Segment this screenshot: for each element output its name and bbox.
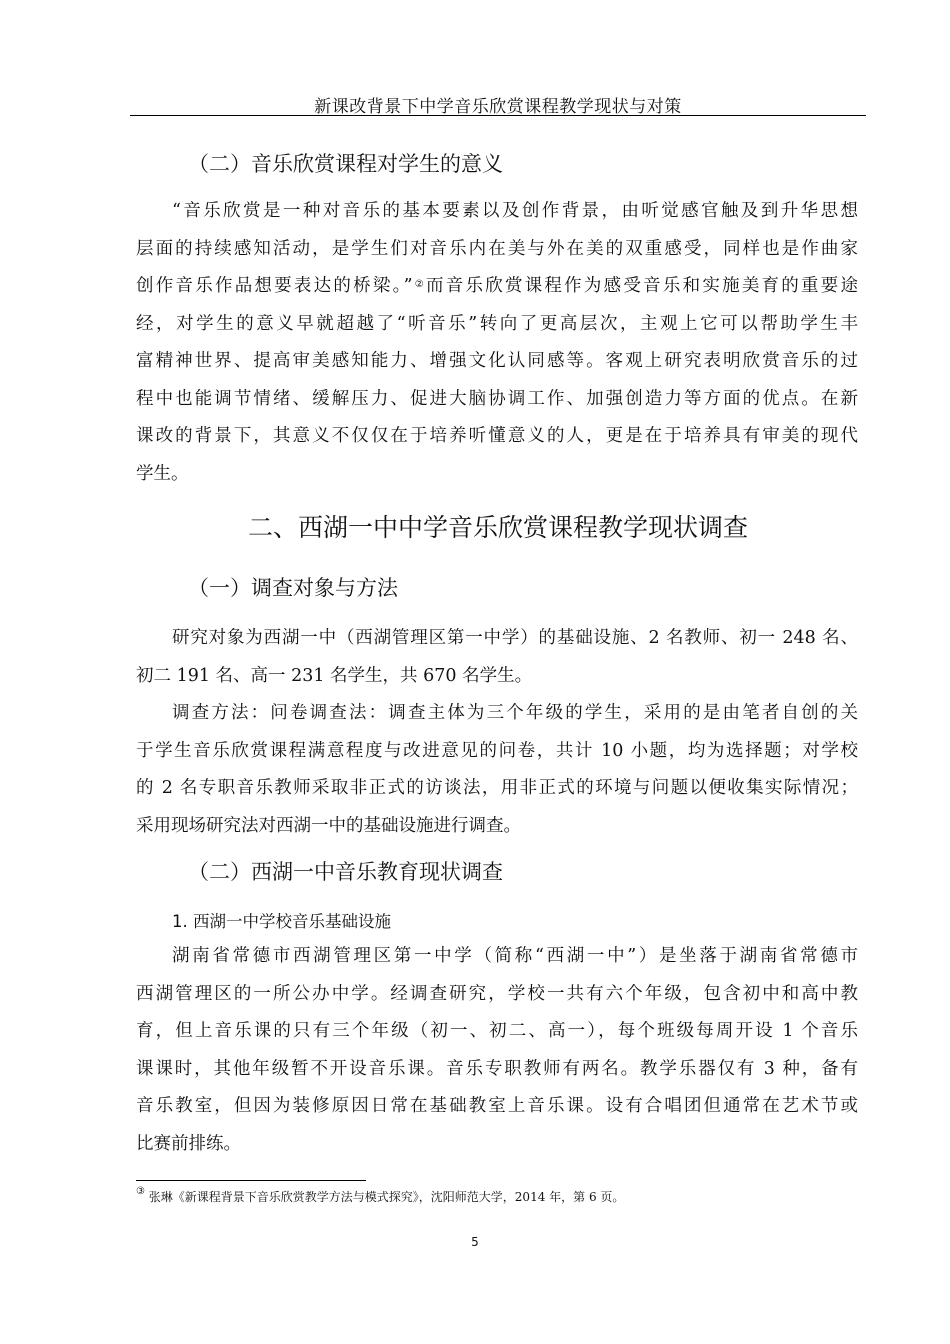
paragraph-facilities bbox=[136, 938, 858, 1163]
footnote-marker: ③ bbox=[136, 1186, 145, 1197]
text-line: 研究对象为西湖一中（西湖管理区第一中学）的基础设施、2 名教师、初一 248 名、 bbox=[172, 628, 858, 648]
text-line: 富精神世界、提高审美感知能力、增强文化认同感等。客观上研究表明欣赏音乐的过 bbox=[136, 351, 858, 371]
text-line: 课课时，其他年级暂不开设音乐课。音乐专职教师有两名。教学乐器仅有 3 种，备有 bbox=[136, 1058, 858, 1079]
header-rule bbox=[130, 115, 866, 116]
text-line: 层面的持续感知活动，是学生们对音乐内在美与外在美的双重感受，同样也是作曲家 bbox=[136, 238, 858, 259]
footnote-rule bbox=[136, 1180, 366, 1181]
running-header: 新课改背景下中学音乐欣赏课程教学现状与对策 bbox=[314, 97, 682, 117]
text-line-part: 创作音乐作品想要表达的桥梁。” bbox=[136, 276, 413, 296]
section-heading-survey-method: （一）调查对象与方法 bbox=[188, 576, 398, 600]
text-line: 程中也能调节情绪、缓解压力、促进大脑协调工作、加强创造力等方面的优点。在新 bbox=[136, 388, 858, 409]
text-line: 学生。 bbox=[136, 463, 189, 484]
text-line: 育，但上音乐课的只有三个年级（初一、初二、高一），每个班级每周开设 1 个音乐 bbox=[136, 1021, 858, 1041]
text-line: 课改的背景下，其意义不仅仅在于培养听懂意义的人，更是在于培养具有审美的现代 bbox=[136, 426, 858, 446]
text-line: 初二 191 名、高一 231 名学生，共 670 名学生。 bbox=[136, 665, 533, 686]
text-line: 调查方法：问卷调查法：调查主体为三个年级的学生，采用的是由笔者自创的关 bbox=[172, 703, 858, 723]
text-line: “音乐欣赏是一种对音乐的基本要素以及创作背景，由听觉感官触及到升华思想 bbox=[172, 201, 858, 221]
text-line: 西湖管理区的一所公办中学。经调查研究，学校一共有六个年级，包含初中和高中教 bbox=[136, 983, 858, 1004]
text-line-part: 而音乐欣赏课程作为感受音乐和实施美育的重要途 bbox=[426, 276, 859, 296]
paragraph-research-object bbox=[136, 620, 858, 695]
text-line: 采用现场研究法对西湖一中的基础设施进行调查。 bbox=[136, 815, 521, 836]
text-line: 音乐教室，但因为装修原因日常在基础教室上音乐课。设有合唱团但通常在艺术节或 bbox=[136, 1096, 858, 1116]
chapter-heading: 二、西湖一中中学音乐欣赏课程教学现状调查 bbox=[247, 513, 748, 542]
page-number: 5 bbox=[471, 1235, 479, 1249]
footnote-text: 张琳《新课程背景下音乐欣赏教学方法与模式探究》，沈阳师范大学，2014 年，第 6 页。 bbox=[148, 1190, 625, 1204]
paragraph-significance bbox=[136, 193, 858, 493]
footnote-ref: ② bbox=[412, 279, 426, 290]
text-line: 湖南省常德市西湖管理区第一中学（简称“西湖一中”）是坐落于湖南省常德市 bbox=[172, 946, 858, 966]
section-heading-status: （二）西湖一中音乐教育现状调查 bbox=[188, 860, 503, 884]
text-line: 于学生音乐欣赏课程满意程度与改进意见的问卷，共计 10 小题，均为选择题；对学校 bbox=[136, 740, 858, 761]
paragraph-survey-method bbox=[136, 695, 858, 845]
text-line: 比赛前排练。 bbox=[136, 1133, 241, 1154]
footnote bbox=[136, 1188, 624, 1205]
text-line: 经，对学生的意义早就超越了“听音乐”转向了更高层次，主观上它可以帮助学生丰 bbox=[136, 313, 858, 334]
section-heading-significance: （二）音乐欣赏课程对学生的意义 bbox=[188, 152, 503, 176]
text-line: 的 2 名专职音乐教师采取非正式的访谈法，用非正式的环境与问题以便收集实际情况； bbox=[136, 778, 858, 798]
subsection-heading-facilities: 1. 西湖一中学校音乐基础设施 bbox=[172, 912, 391, 931]
text-line bbox=[136, 268, 858, 306]
